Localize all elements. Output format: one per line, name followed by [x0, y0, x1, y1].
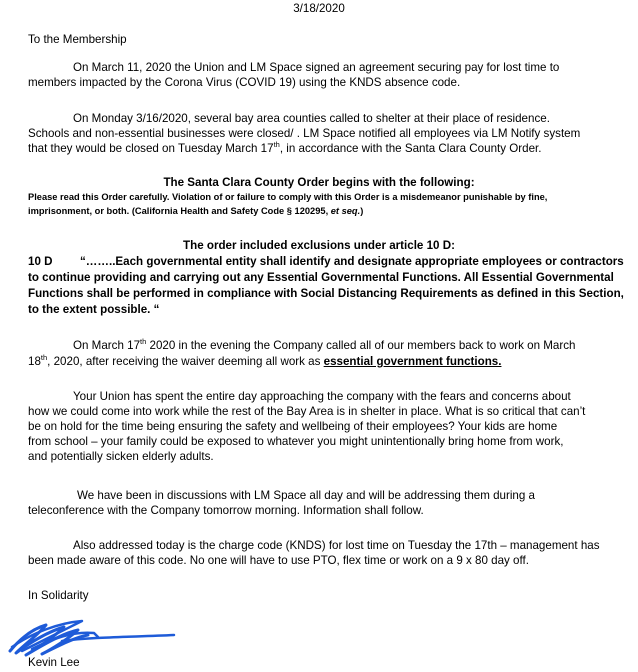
paragraph-line: On March 11, 2020 the Union and LM Space signed an agreement securing pay for lost time to — [73, 61, 560, 74]
paragraph-line: 18th, 2020, after receiving the waiver deeming all work as essential government functions. — [28, 353, 502, 368]
order-heading: The Santa Clara County Order begins with the following: — [163, 176, 475, 189]
exclusions-heading: The order included exclusions under article 10 D: — [183, 239, 455, 252]
quote-line: to the extent possible. “ — [28, 303, 160, 316]
signature-name: Kevin Lee — [28, 656, 80, 669]
paragraph-line: Also addressed today is the charge code (KNDS) for lost time on Tuesday the 17th – management has — [73, 539, 600, 552]
paragraph-line: how we could come into work while the rest of the Bay Area is in shelter in place. What is so critical that can’t — [28, 405, 586, 418]
order-warning-line: imprisonment, or both. (California Health and Safety Code § 120295, et seq.) — [28, 206, 364, 216]
quote-line: “……..Each governmental entity shall identify and designate appropriate employees or contractors — [80, 255, 624, 268]
paragraph-line: members impacted by the Corona Virus (COVID 19) using the KNDS absence code. — [28, 76, 461, 89]
article-label: 10 D — [28, 255, 53, 268]
essential-functions-link: essential government functions. — [323, 355, 502, 368]
paragraph-line: from school – your family could be exposed to whatever you might unintentionally bring home from work, — [28, 435, 564, 448]
closing: In Solidarity — [28, 589, 89, 602]
letter-date: 3/18/2020 — [293, 2, 345, 15]
paragraph-line: been made aware of this code. No one will have to use PTO, flex time or work on a 9 x 80 day off. — [28, 554, 529, 567]
paragraph-line: that they would be closed on Tuesday March 17th, in accordance with the Santa Clara County Order. — [28, 140, 542, 155]
paragraph-line: On March 17th 2020 in the evening the Company called all of our members back to work on March — [73, 337, 576, 352]
paragraph-line: be on hold for the time being ensuring the safety and wellbeing of their employees? Your kids are home — [28, 420, 558, 433]
paragraph-line: We have been in discussions with LM Space all day and will be addressing them during a — [77, 489, 535, 502]
paragraph-line: and potentially sicken elderly adults. — [28, 450, 214, 463]
paragraph-line: Your Union has spent the entire day approaching the company with the fears and concerns about — [73, 390, 571, 403]
quote-line: Functions shall be performed in compliance with Social Distancing Requirements as defined in this Section, — [28, 287, 624, 300]
paragraph-line: teleconference with the Company tomorrow morning. Information shall follow. — [28, 504, 424, 517]
salutation: To the Membership — [28, 33, 127, 46]
order-warning-line: Please read this Order carefully. Violation of or failure to comply with this Order is a misdemeanor punishable by fine, — [28, 192, 548, 202]
paragraph-line: Schools and non-essential businesses were closed/ . LM Space notified all employees via LM Notify system — [28, 127, 581, 140]
quote-line: to continue providing and carrying out any Essential Governmental Functions. All Essential Governmental — [28, 271, 614, 284]
paragraph-line: On Monday 3/16/2020, several bay area counties called to shelter at their place of residence. — [73, 112, 550, 125]
handwritten-signature — [2, 611, 182, 659]
